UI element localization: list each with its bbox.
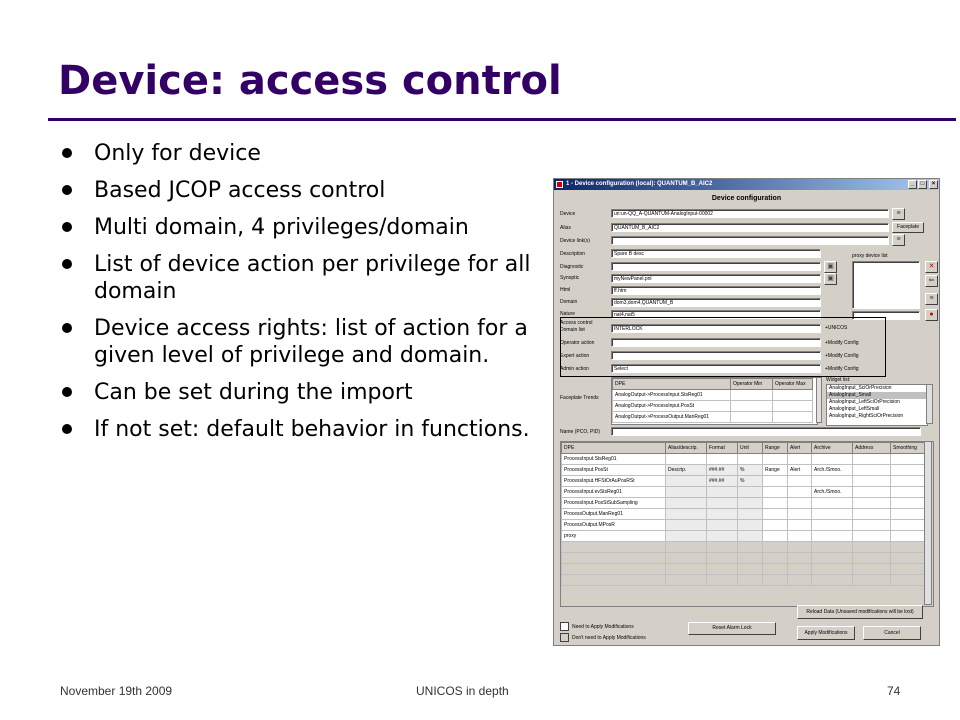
dpe-cell[interactable] [763, 575, 788, 586]
dpe-table-row[interactable] [562, 487, 928, 498]
dpe-cell[interactable] [763, 542, 788, 553]
footer-date: November 19th 2009 [60, 684, 173, 698]
dpe-cell[interactable] [812, 476, 853, 487]
dpe-cell[interactable] [738, 553, 763, 564]
bullet-item [60, 140, 540, 167]
dpe-cell[interactable] [738, 509, 763, 520]
bullet-item [60, 251, 540, 305]
dpe-table-row[interactable] [562, 454, 928, 465]
bullet-text: Device access rights: list of action for a given level of privilege and domain. [94, 316, 528, 368]
dpe-cell[interactable] [812, 509, 853, 520]
dpe-cell[interactable] [891, 465, 928, 476]
domain-list-label: Domain list [560, 327, 585, 333]
dpe-cell[interactable] [707, 564, 738, 575]
bullet-dot-icon [62, 185, 72, 195]
dpe-cell[interactable] [763, 454, 788, 465]
admin-action-field[interactable]: Select [611, 364, 821, 373]
dpe-cell[interactable] [788, 454, 812, 465]
page-number: 74 [887, 684, 901, 698]
dpe-cell[interactable] [891, 531, 928, 542]
dialog-heading: Device configuration [711, 195, 782, 202]
operator-action-label: Operator action [560, 340, 595, 346]
bullet-item [60, 177, 540, 204]
dpe-cell[interactable] [707, 575, 738, 586]
bullet-item [60, 315, 540, 369]
bullet-dot-icon [62, 222, 72, 232]
dpe-cell[interactable] [788, 564, 812, 575]
bullet-dot-icon [62, 387, 72, 397]
dpe-cell[interactable] [891, 487, 928, 498]
dpe-name-cell[interactable]: ProcessInput.StsReg01 [562, 454, 666, 465]
dpe-cell[interactable] [853, 498, 891, 509]
widget-list-item[interactable]: AnalogInput_LeftSmall [829, 406, 880, 412]
dpe-cell[interactable] [853, 465, 891, 476]
dpe-cell[interactable] [738, 575, 763, 586]
remove-proxy-icon[interactable]: ✕ [925, 261, 938, 273]
dpe-cell[interactable] [763, 520, 788, 531]
dpe-cell[interactable] [788, 553, 812, 564]
html-label: Html [560, 287, 571, 293]
dpe-cell[interactable]: ###.## [707, 465, 738, 476]
dpe-table[interactable] [560, 441, 934, 607]
widget-list-item-selected[interactable]: AnalogInput_Small [827, 392, 927, 399]
bullet-text: If not set: default behavior in functions. [94, 417, 530, 442]
dpe-name-cell[interactable]: ProcessOutput.MPosR [562, 520, 666, 531]
dpe-cell[interactable] [738, 531, 763, 542]
dpe-cell[interactable] [891, 553, 928, 564]
dpe-table-row[interactable] [562, 520, 928, 531]
device-label: Device [560, 211, 576, 217]
dpe-cell[interactable] [812, 520, 853, 531]
bullet-text: Based JCOP access control [94, 178, 386, 203]
list-proxy-icon[interactable]: ≡ [925, 293, 938, 305]
dpe-cell[interactable]: Descrip. [666, 465, 707, 476]
dpe-cell[interactable] [666, 476, 707, 487]
dpe-cell[interactable] [853, 575, 891, 586]
dpe-table-row[interactable] [562, 564, 928, 575]
dpe-cell[interactable] [853, 476, 891, 487]
dpe-cell[interactable] [812, 531, 853, 542]
device-links-label: Device link(s) [560, 238, 591, 244]
dpe-cell[interactable] [707, 454, 738, 465]
trends-cell[interactable] [773, 412, 813, 423]
dpe-cell[interactable] [788, 487, 812, 498]
bullet-item [60, 214, 540, 241]
dpe-cell[interactable] [812, 553, 853, 564]
dpe-cell[interactable] [707, 553, 738, 564]
dpe-cell[interactable] [788, 575, 812, 586]
expert-action-label: Expert action [560, 353, 590, 359]
dpe-cell[interactable] [738, 564, 763, 575]
dpe-cell[interactable] [891, 476, 928, 487]
apply-modifications-button[interactable]: Apply Modifications [797, 626, 855, 640]
dpe-cell[interactable]: % [738, 476, 763, 487]
dpe-cell[interactable] [788, 520, 812, 531]
dpe-table-row[interactable] [562, 476, 928, 487]
domain-field[interactable]: dom3,dom4,QUANTUM_B [611, 298, 821, 307]
no-apply-legend: Don't need to Apply Modifications [572, 635, 646, 641]
dpe-cell[interactable] [812, 564, 853, 575]
diagnostic-open-icon[interactable]: ▣ [824, 261, 837, 273]
dpe-cell[interactable] [891, 454, 928, 465]
dpe-cell[interactable]: Alert [788, 465, 812, 476]
bullet-dot-icon [62, 424, 72, 434]
dpe-cell[interactable] [666, 564, 707, 575]
dpe-header-cell[interactable]: Smoothing [891, 443, 928, 454]
expert-modify-config-label: +Modify Config [825, 353, 859, 359]
reset-alarm-lock-button[interactable]: Reset Alarm Lock [688, 622, 776, 635]
synoptic-field[interactable]: myNewPanel.pnl [611, 274, 821, 283]
cancel-button[interactable]: Cancel [863, 626, 921, 640]
dpe-cell[interactable] [738, 498, 763, 509]
dpe-cell[interactable] [788, 509, 812, 520]
dpe-cell[interactable] [853, 531, 891, 542]
bullet-text: Only for device [94, 141, 261, 166]
trends-header-cell[interactable]: Operator Max [773, 379, 813, 390]
dpe-header-cell[interactable]: Archive [812, 443, 853, 454]
bullet-list [60, 140, 540, 453]
dpe-cell[interactable] [853, 564, 891, 575]
dpe-cell[interactable] [763, 553, 788, 564]
dpe-table-row[interactable] [562, 542, 928, 553]
dpe-cell[interactable] [666, 454, 707, 465]
description-label: Description [560, 251, 586, 257]
dpe-name-cell[interactable]: ProcessInput.PosStSubSampling [562, 498, 666, 509]
maximize-button[interactable]: □ [918, 180, 927, 189]
dpe-cell[interactable] [891, 498, 928, 509]
admin-action-label: Admin action [560, 366, 589, 372]
dpe-cell[interactable] [891, 520, 928, 531]
dpe-cell[interactable] [788, 498, 812, 509]
widget-list-label: Widget list: [826, 377, 851, 383]
trends-cell[interactable] [731, 390, 773, 401]
dpe-name-cell[interactable]: ProcessInput.HFStOrAuPosRSt [562, 476, 666, 487]
device-browse-icon[interactable]: ≡ [892, 208, 905, 220]
window-title: 1 - Device configuration (local): QUANTUM_B_AIC2 [566, 181, 713, 187]
dpe-cell[interactable] [666, 487, 707, 498]
proxy-device-list-label: proxy device list [852, 253, 888, 259]
dpe-cell[interactable] [891, 564, 928, 575]
dpe-cell[interactable]: Arch./Smoo. [812, 487, 853, 498]
dpe-cell[interactable] [812, 575, 853, 586]
dpe-cell[interactable] [853, 487, 891, 498]
dpe-cell[interactable] [812, 542, 853, 553]
alias-field[interactable]: QUANTUM_B_AIC2 [611, 223, 889, 232]
dpe-header-cell[interactable]: Range [763, 443, 788, 454]
dpe-cell[interactable] [891, 509, 928, 520]
dpe-name-cell[interactable]: proxy [562, 531, 666, 542]
operator-modify-config-label: +Modify Config [825, 340, 859, 346]
dpe-cell[interactable] [763, 476, 788, 487]
trends-dpe-cell[interactable]: AnalogOutput->ProcessOutput.ManReg01 [613, 412, 731, 423]
name-pco-field[interactable] [611, 427, 921, 436]
alias-label: Alias [560, 225, 571, 231]
dpe-cell[interactable]: Range [763, 465, 788, 476]
dpe-cell[interactable] [666, 553, 707, 564]
dpe-cell[interactable] [763, 531, 788, 542]
dpe-cell[interactable]: % [738, 465, 763, 476]
synoptic-label: Synoptic [560, 275, 580, 281]
dpe-cell[interactable] [738, 487, 763, 498]
dpe-header-cell[interactable]: Unit [738, 443, 763, 454]
reload-data-button[interactable]: Reload Data (Unsaved modifications will be lost) [797, 605, 923, 619]
diagnostic-label: Diagnostic [560, 264, 584, 270]
dpe-header-cell[interactable]: DPE [562, 443, 666, 454]
bullet-text: Can be set during the import [94, 380, 413, 405]
dpe-cell[interactable] [738, 454, 763, 465]
bullet-text: Multi domain, 4 privileges/domain [94, 215, 469, 240]
dpe-table-row[interactable] [562, 553, 928, 564]
faceplate-trends-table[interactable] [611, 377, 818, 425]
dpe-cell[interactable] [812, 498, 853, 509]
nature-label: Nature [560, 311, 576, 317]
dpe-cell[interactable] [707, 509, 738, 520]
dpe-table-row[interactable] [562, 465, 928, 476]
dpe-cell[interactable] [853, 454, 891, 465]
dpe-cell[interactable] [763, 498, 788, 509]
dpe-cell[interactable] [788, 531, 812, 542]
dpe-name-cell[interactable] [562, 575, 666, 586]
unicos-action-label: +UNICOS [825, 325, 848, 331]
device-configuration-window [553, 178, 940, 646]
dpe-cell[interactable] [707, 520, 738, 531]
dpe-cell[interactable] [666, 575, 707, 586]
dpe-cell[interactable]: ###.## [707, 476, 738, 487]
dpe-name-cell[interactable] [562, 542, 666, 553]
dpe-header-cell[interactable]: Format [707, 443, 738, 454]
dpe-cell[interactable]: Arch./Smoo. [812, 465, 853, 476]
dpe-table-row[interactable] [562, 509, 928, 520]
dpe-cell[interactable] [666, 531, 707, 542]
need-apply-indicator [560, 622, 569, 631]
access-control-highlight-box [560, 317, 886, 377]
dpe-cell[interactable] [707, 498, 738, 509]
access-control-label: Access control [560, 320, 593, 326]
color-config-icon[interactable]: ● [925, 309, 938, 321]
dpe-cell[interactable] [666, 498, 707, 509]
dpe-table-row[interactable] [562, 498, 928, 509]
dpe-cell[interactable] [666, 542, 707, 553]
dpe-cell[interactable] [666, 520, 707, 531]
dpe-cell[interactable] [738, 542, 763, 553]
dpe-cell[interactable] [853, 542, 891, 553]
dpe-name-cell[interactable]: ProcessOutput.ManReg01 [562, 509, 666, 520]
widget-list-item[interactable]: AnalogInput_SciOrPrecision [829, 385, 892, 391]
dpe-cell[interactable] [788, 476, 812, 487]
proxy-device-list[interactable] [852, 261, 920, 309]
dpe-cell[interactable] [891, 575, 928, 586]
minimize-button[interactable]: _ [908, 180, 917, 189]
dpe-table-scrollbar[interactable] [924, 441, 932, 605]
bullet-item [60, 379, 540, 406]
bullet-item [60, 416, 540, 443]
app-icon [556, 181, 563, 188]
dpe-table-row[interactable] [562, 531, 928, 542]
faceplate-trends-label: Faceplate Trends [560, 395, 599, 401]
dpe-cell[interactable] [788, 542, 812, 553]
dpe-cell[interactable] [853, 509, 891, 520]
no-apply-indicator [560, 633, 569, 642]
trends-cell[interactable] [731, 401, 773, 412]
dpe-cell[interactable] [707, 542, 738, 553]
description-field[interactable]: Spare B desc [611, 249, 821, 258]
widget-list-item[interactable]: AnalogInput_LeftSciOrPrecision [829, 399, 900, 405]
trends-header-cell[interactable]: DPE [613, 379, 731, 390]
dpe-cell[interactable] [738, 520, 763, 531]
dpe-name-cell[interactable]: ProcessInput.evStsReg01 [562, 487, 666, 498]
domain-list-field[interactable]: INTERLOCK [611, 324, 821, 333]
bullet-dot-icon [62, 259, 72, 269]
bullet-dot-icon [62, 323, 72, 333]
dpe-cell[interactable] [763, 564, 788, 575]
dpe-cell[interactable] [707, 531, 738, 542]
dpe-name-cell[interactable] [562, 564, 666, 575]
trends-cell[interactable] [773, 401, 813, 412]
dpe-table-row[interactable] [562, 575, 928, 586]
dpe-cell[interactable] [666, 509, 707, 520]
need-apply-legend: Need to Apply Modifications [572, 624, 634, 630]
close-button[interactable]: × [929, 180, 938, 189]
trends-cell[interactable] [773, 390, 813, 401]
nature-field[interactable]: nat4,nat5 [611, 310, 821, 319]
widget-list-scrollbar[interactable] [926, 384, 933, 424]
dpe-cell[interactable] [763, 487, 788, 498]
dpe-header-cell[interactable]: Address [853, 443, 891, 454]
device-links-browse-icon[interactable]: ≡ [892, 234, 905, 246]
bullet-text: List of device action per privilege for all domain [94, 252, 531, 304]
device-field[interactable]: un:un-QQ_A-QUANTUM-AnalogInput-00002 [611, 209, 889, 218]
device-links-field[interactable] [611, 236, 889, 245]
trends-scrollbar[interactable] [816, 377, 822, 423]
dpe-cell[interactable] [891, 542, 928, 553]
dpe-cell[interactable] [707, 487, 738, 498]
html-field[interactable]: ff.htm [611, 286, 821, 295]
dpe-name-cell[interactable]: ProcessInput.PosSt [562, 465, 666, 476]
window-titlebar[interactable] [554, 179, 939, 190]
dpe-cell[interactable] [812, 454, 853, 465]
widget-list[interactable] [826, 384, 928, 426]
widget-list-item[interactable]: AnalogInput_RightSciOrPrecision [829, 413, 904, 419]
faceplate-button[interactable]: Faceplate [892, 222, 924, 233]
synoptic-open-icon[interactable]: ▣ [824, 273, 837, 285]
trends-dpe-cell[interactable]: AnalogOutput->ProcessInput.StsReg01 [613, 390, 731, 401]
dpe-header-cell[interactable]: Alert [788, 443, 812, 454]
trends-cell[interactable] [731, 412, 773, 423]
bullet-dot-icon [62, 148, 72, 158]
footer-title: UNICOS in depth [416, 684, 509, 698]
add-proxy-icon[interactable]: ⇐ [925, 275, 938, 287]
domain-label: Domain [560, 299, 578, 305]
name-pco-label: Name (PCO, PID) [560, 429, 601, 435]
dpe-cell[interactable] [853, 553, 891, 564]
dpe-cell[interactable] [763, 509, 788, 520]
title-underline [48, 118, 956, 121]
slide-title: Device: access control [58, 58, 562, 104]
diagnostic-field[interactable] [611, 262, 821, 271]
dpe-name-cell[interactable] [562, 553, 666, 564]
dpe-header-cell[interactable]: Alias/descrip. [666, 443, 707, 454]
dpe-cell[interactable] [853, 520, 891, 531]
trends-header-cell[interactable]: Operator Min [731, 379, 773, 390]
trends-dpe-cell[interactable]: AnalogOutput->ProcessInput.PosSt [613, 401, 731, 412]
admin-modify-config-label: +Modify Config [825, 366, 859, 372]
